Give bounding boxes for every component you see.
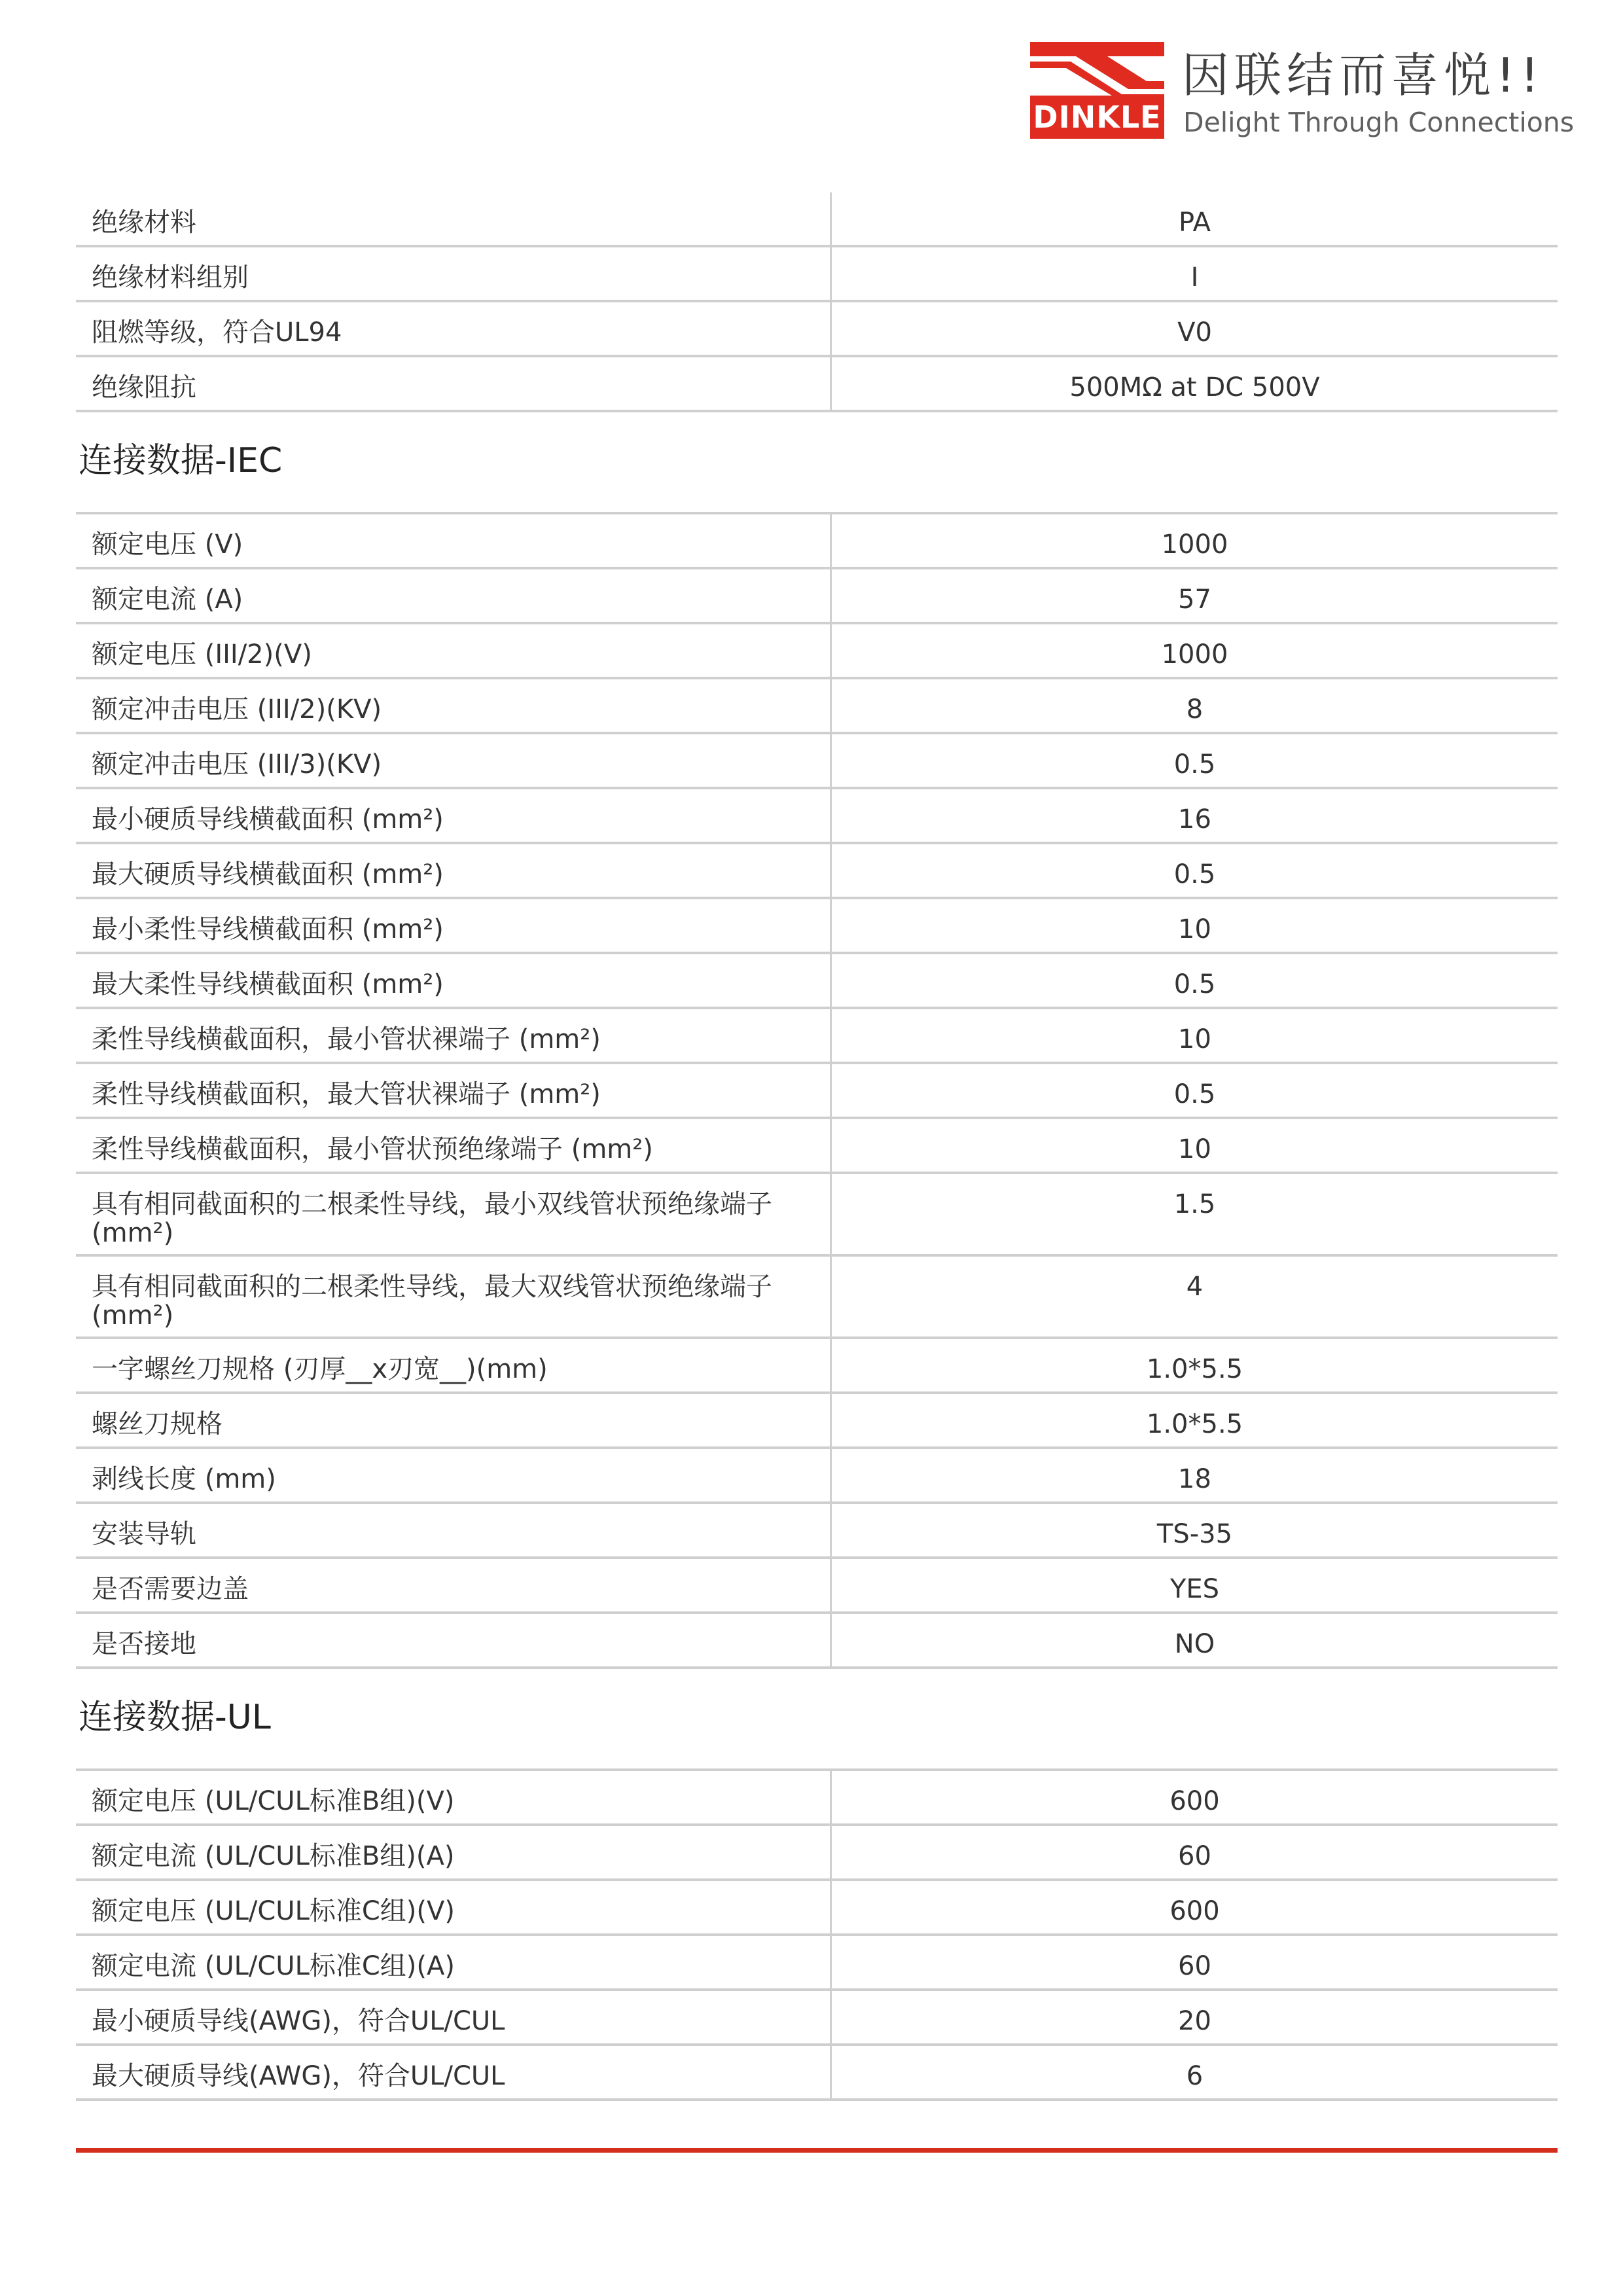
row-value: 18 [831,1448,1558,1503]
row-label: 是否需要边盖 [76,1558,831,1613]
logo-mark [1030,42,1164,139]
row-value: 10 [831,898,1558,953]
table-row [76,1558,1558,1613]
row-value: 16 [831,788,1558,843]
slogan-english: Delight Through Connections [1183,107,1575,138]
row-value: 57 [831,568,1558,623]
table-row [76,1880,1558,1935]
row-label: 额定电压 (V) [76,513,831,568]
row-value: 60 [831,1935,1558,1990]
section-title-iec: 连接数据-IEC [79,441,283,480]
table-row [76,1118,1558,1173]
table-row [76,1255,1558,1338]
row-value: YES [831,1558,1558,1613]
table-row [76,356,1558,411]
table-row [76,1503,1558,1558]
row-label: 具有相同截面积的二根柔性导线，最大双线管状预绝缘端子 (mm²) [76,1255,831,1338]
row-value: PA [831,192,1558,246]
row-label: 阻燃等级，符合UL94 [76,301,831,356]
row-value: V0 [831,301,1558,356]
table-row [76,1173,1558,1255]
row-value: I [831,246,1558,301]
row-value: 0.5 [831,843,1558,898]
table-row [76,733,1558,788]
table-row [76,1338,1558,1393]
row-label: 绝缘阻抗 [76,356,831,411]
row-label: 最小硬质导线横截面积 (mm²) [76,788,831,843]
row-value: 1000 [831,513,1558,568]
row-value: 600 [831,1770,1558,1825]
row-value: 60 [831,1825,1558,1880]
section-title-ul: 连接数据-UL [79,1698,271,1737]
table-row [76,788,1558,843]
row-label: 额定电压 (III/2)(V) [76,623,831,678]
row-value: 500MΩ at DC 500V [831,356,1558,411]
dinkle-logo [1030,42,1575,143]
row-label: 额定冲击电压 (III/2)(KV) [76,678,831,733]
row-value: 1.0*5.5 [831,1393,1558,1448]
table-row [76,1770,1558,1825]
row-label: 安装导轨 [76,1503,831,1558]
table-row [76,953,1558,1008]
row-label: 绝缘材料 [76,192,831,246]
row-value: 0.5 [831,1063,1558,1118]
table-row [76,1008,1558,1063]
row-value: 0.5 [831,953,1558,1008]
footer-divider [76,2148,1558,2153]
row-label: 最小柔性导线横截面积 (mm²) [76,898,831,953]
row-label: 最大硬质导线(AWG)，符合UL/CUL [76,2045,831,2100]
table-row [76,568,1558,623]
row-label: 柔性导线横截面积，最小管状裸端子 (mm²) [76,1008,831,1063]
row-label: 额定电流 (UL/CUL标准C组)(A) [76,1935,831,1990]
table-row [76,1448,1558,1503]
table-row [76,843,1558,898]
row-label: 额定电压 (UL/CUL标准B组)(V) [76,1770,831,1825]
table-row [76,301,1558,356]
row-label: 螺丝刀规格 [76,1393,831,1448]
row-label: 柔性导线横截面积，最大管状裸端子 (mm²) [76,1063,831,1118]
material-table [76,192,1558,412]
iec-table [76,512,1558,1669]
table-row [76,898,1558,953]
ul-table [76,1768,1558,2101]
spec-content [76,192,1558,2101]
table-row [76,2045,1558,2100]
table-row [76,513,1558,568]
row-value: 4 [831,1255,1558,1338]
row-label: 额定电压 (UL/CUL标准C组)(V) [76,1880,831,1935]
row-label: 额定冲击电压 (III/3)(KV) [76,733,831,788]
table-row [76,1990,1558,2045]
table-row [76,1393,1558,1448]
table-row [76,1063,1558,1118]
table-row [76,1825,1558,1880]
row-value: 0.5 [831,733,1558,788]
row-value: 1.0*5.5 [831,1338,1558,1393]
row-label: 是否接地 [76,1613,831,1668]
row-label: 一字螺丝刀规格 (刃厚__x刃宽__)(mm) [76,1338,831,1393]
row-value: 6 [831,2045,1558,2100]
table-row [76,246,1558,301]
row-label: 最大硬质导线横截面积 (mm²) [76,843,831,898]
row-value: 1000 [831,623,1558,678]
row-value: TS-35 [831,1503,1558,1558]
slogan-chinese: 因联结而喜悦!! [1182,48,1544,103]
row-value: 1.5 [831,1173,1558,1255]
row-label: 额定电流 (A) [76,568,831,623]
row-label: 剥线长度 (mm) [76,1448,831,1503]
row-value: 20 [831,1990,1558,2045]
row-label: 最小硬质导线(AWG)，符合UL/CUL [76,1990,831,2045]
table-row [76,192,1558,246]
row-value: 8 [831,678,1558,733]
table-row [76,1935,1558,1990]
row-label: 柔性导线横截面积，最小管状预绝缘端子 (mm²) [76,1118,831,1173]
row-label: 最大柔性导线横截面积 (mm²) [76,953,831,1008]
logo-brand-text: DINKLE [1033,99,1162,135]
row-label: 额定电流 (UL/CUL标准B组)(A) [76,1825,831,1880]
table-row [76,623,1558,678]
row-value: 600 [831,1880,1558,1935]
row-label: 绝缘材料组别 [76,246,831,301]
table-row [76,678,1558,733]
row-label: 具有相同截面积的二根柔性导线，最小双线管状预绝缘端子 (mm²) [76,1173,831,1255]
row-value: 10 [831,1118,1558,1173]
table-row [76,1613,1558,1668]
row-value: 10 [831,1008,1558,1063]
row-value: NO [831,1613,1558,1668]
